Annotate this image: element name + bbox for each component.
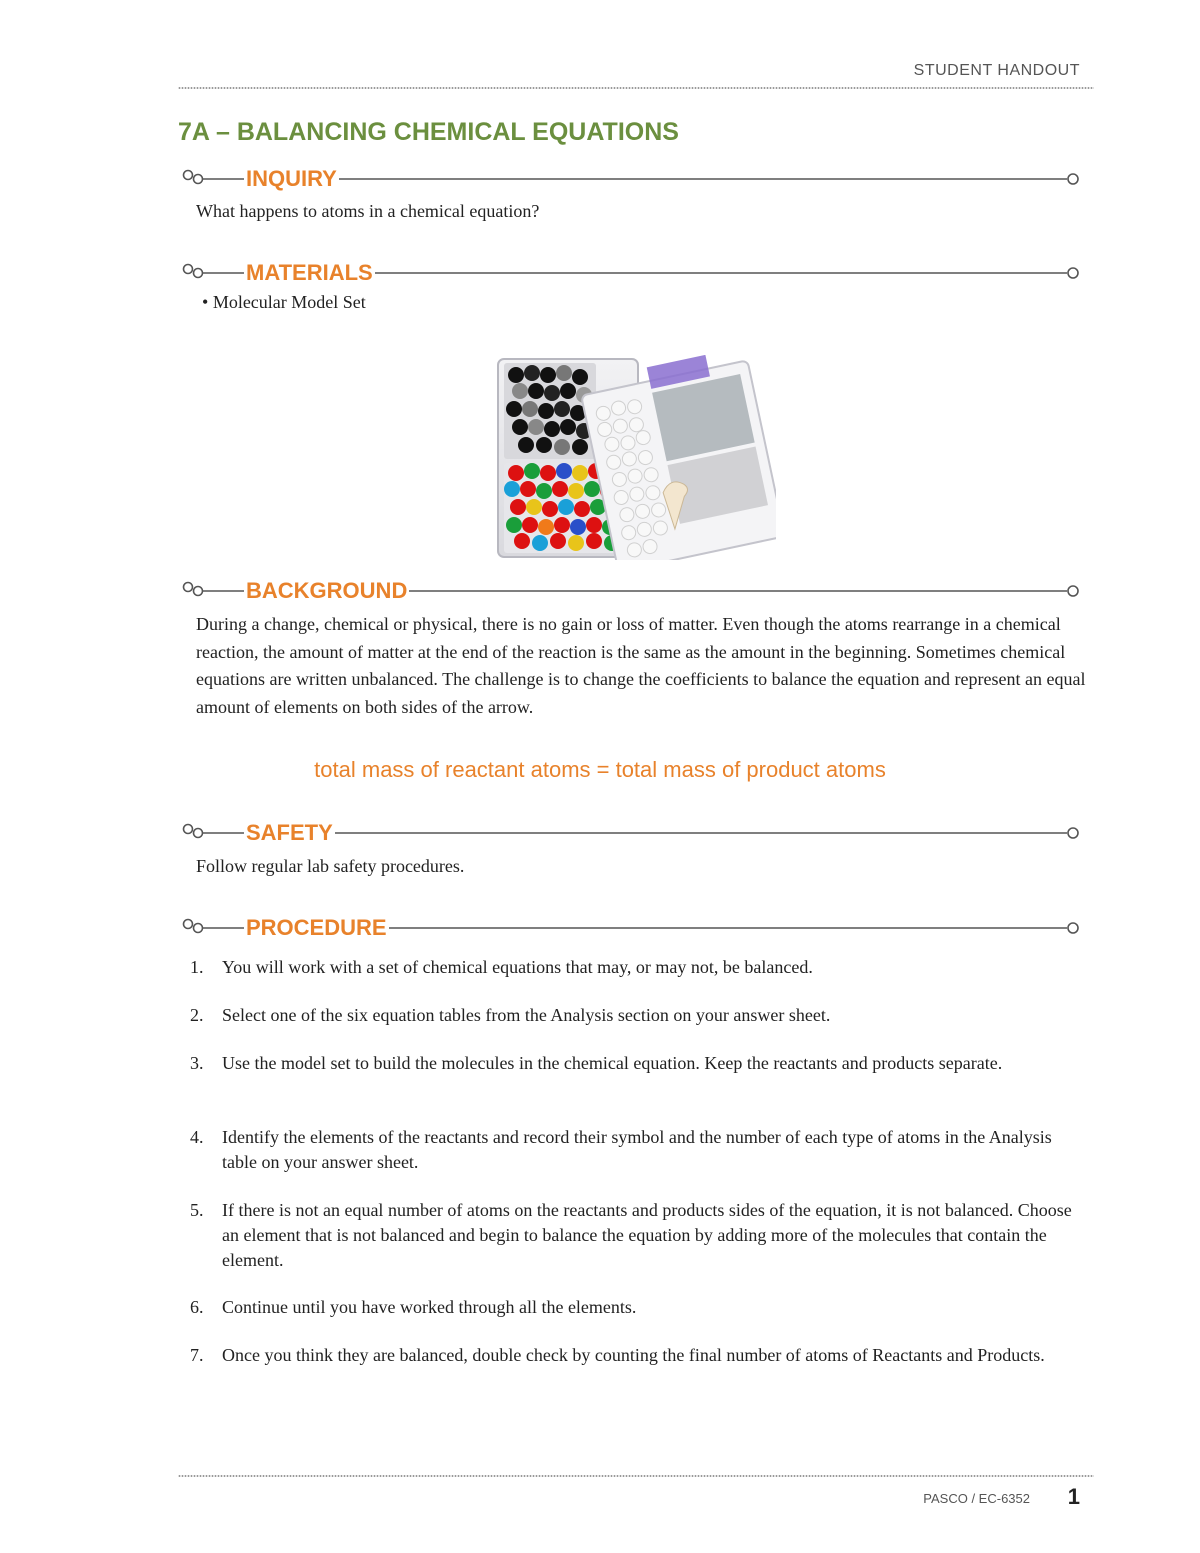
step-number: 1. [190,957,204,977]
header-label: STUDENT HANDOUT [913,62,1080,79]
inquiry-text: What happens to atoms in a chemical equation? [196,201,540,221]
safety-label: SAFETY [246,820,333,845]
step-text: Continue until you have worked through all the elements. [222,1297,637,1317]
header-divider [178,86,1094,90]
inquiry-label: INQUIRY [246,166,337,191]
step-text: Use the model set to build the molecules in the chemical equation. Keep the reactants and products separate. [222,1053,1003,1073]
safety-text: Follow regular lab safety procedures. [196,856,465,876]
step-number: 5. [190,1200,204,1220]
footer-label: PASCO / EC-6352 [923,1491,1030,1506]
footer-divider [178,1474,1094,1478]
mass-equation: total mass of reactant atoms = total mass of product atoms [314,757,886,782]
bullet-icon: • [202,292,213,312]
background-text: During a change, chemical or physical, there is no gain or loss of matter. Even though the atoms rearrange in a chemical reaction, the amount of matter at the end of the reaction is the same as the amount in the beginning. Sometimes chemical equations are written unbalanced. The challenge is to change the coefficients to balance the equation and represent an equal amount of elements on both sides of the arrow. [196,614,1086,717]
procedure-heading [182,915,1082,941]
step-text: Once you think they are balanced, double check by counting the final number of atoms of Reactants and Products. [222,1345,1045,1365]
step-text: Select one of the six equation tables from the Analysis section on your answer sheet. [222,1005,831,1025]
step-number: 7. [190,1345,204,1365]
page-title: 7A – BALANCING CHEMICAL EQUATIONS [178,118,679,146]
materials-label: MATERIALS [246,260,373,285]
step-text: Identify the elements of the reactants and record their symbol and the number of each type of atoms in the Analysis table on your answer sheet. [222,1127,1052,1172]
step-text: If there is not an equal number of atoms on the reactants and products sides of the equation, it is not balanced. Choose an element that is not balanced and begin to balance the equation by adding more of the molecules that contain the element. [222,1200,1072,1270]
step-number: 4. [190,1127,204,1147]
step-number: 3. [190,1053,204,1073]
safety-heading [182,820,1082,846]
step-number: 2. [190,1005,204,1025]
step-number: 6. [190,1297,204,1317]
background-heading [182,578,1082,604]
page-number: 1 [1067,1484,1080,1509]
procedure-label: PROCEDURE [246,915,387,940]
inquiry-heading [182,166,1082,192]
step-text: You will work with a set of chemical equations that may, or may not, be balanced. [222,957,813,977]
background-label: BACKGROUND [246,578,408,603]
materials-list-item [202,292,366,313]
materials-item-text: Molecular Model Set [212,292,366,312]
materials-heading [182,260,1082,286]
molecular-model-set-photo [496,355,776,560]
